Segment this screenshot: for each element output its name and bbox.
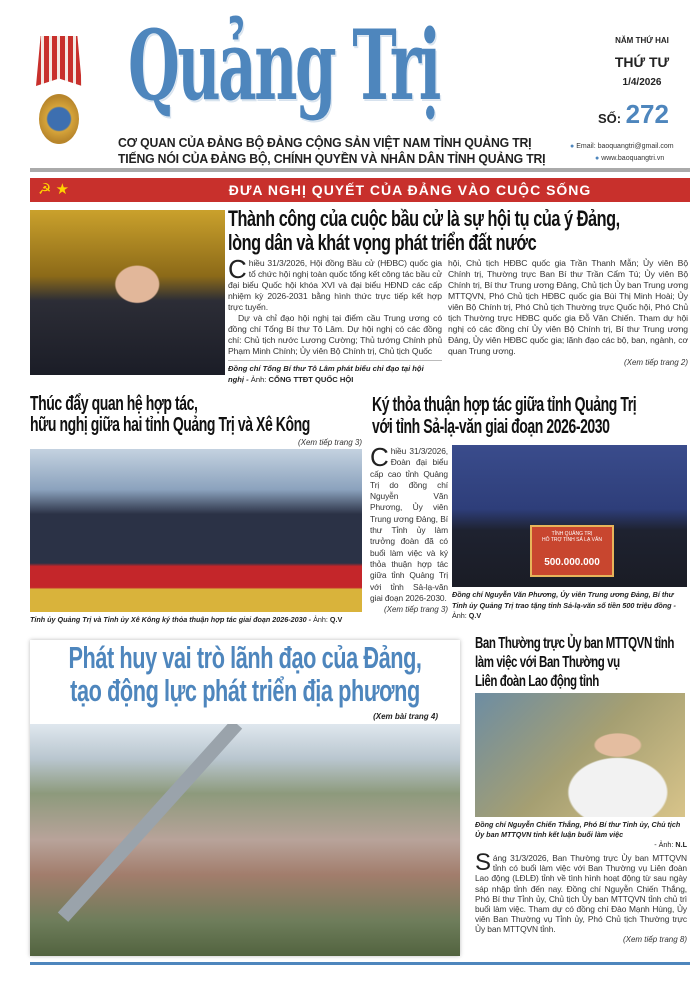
road <box>58 724 242 922</box>
masthead-divider <box>30 168 690 172</box>
photo-credit: Q.V <box>329 615 343 624</box>
board-amount: 500.000.000 <box>544 557 600 568</box>
board-line2: HỖ TRỢ TỈNH SẢ LẠ VĂN <box>542 537 602 543</box>
article3-headline-line1[interactable]: Ký thỏa thuận hợp tác giữa tỉnh Quảng Trị <box>372 394 637 416</box>
photo-credit: N.L <box>675 840 687 849</box>
article2-headline-line2[interactable]: hữu nghị giữa hai tỉnh Quảng Trị và Xê Kông <box>30 414 310 436</box>
article5-text-wrap <box>475 820 687 945</box>
email-text[interactable]: Email: baoquangtri@gmail.com <box>576 143 674 150</box>
masthead-tagline-1: CƠ QUAN CỦA ĐẢNG BỘ ĐẢNG CỘNG SẢN VIỆT NAM TỈNH QUẢNG TRỊ <box>118 135 532 150</box>
article3-body-wrap <box>370 442 448 615</box>
article3-text: hiều 31/3/2026, Đoàn đại biểu cấp cao tỉnh Quảng Trị do đồng chí Nguyễn Văn Phương, Ủy viên Trung ương Đảng, Bí thư Tỉnh ủy làm trưởng đoàn đã có buổi làm việc và ký thỏa thuận hợp tác giữa tỉnh Quảng Trị với tỉnh Sả-lạ-văn giai đoạn 2026-2030. <box>370 446 448 603</box>
banner-text: ĐƯA NGHỊ QUYẾT CỦA ĐẢNG VÀO CUỘC SỐNG <box>228 182 592 198</box>
photo-signing-xe-kong <box>30 449 362 612</box>
contact-website[interactable]: ● www.baoquangtri.vn <box>595 155 665 162</box>
issue-number <box>598 99 669 130</box>
article1-col1 <box>228 254 442 357</box>
section-banner <box>30 178 690 202</box>
credit-label: Ảnh: <box>250 374 267 384</box>
photo-credit: Q.V <box>468 611 482 620</box>
newspaper-logo: Quảng Trị <box>128 9 439 122</box>
article5-caption <box>475 820 687 850</box>
article1-text1: hiều 31/3/2026, Hội đồng Bầu cử (HĐBC) quốc gia tổ chức hội nghị toàn quốc tổng kết công tác bầu cử đại biểu Quốc hội khóa XVI và đại biểu HĐND các cấp nhiệm kỳ 2026-2031 bằng hình thức trực tiếp kết hợp trực tuyến. <box>228 258 442 312</box>
caption-text: Đồng chí Nguyễn Văn Phương, Ủy viên Trung ương Đảng, Bí thư Tỉnh ủy Quảng Trị trao tặng tỉnh Sả-lạ-văn số tiền 500 triệu đồng - <box>452 590 676 610</box>
article3-headline[interactable] <box>372 394 636 438</box>
credit-label: Ảnh: <box>452 611 467 620</box>
issue-value: 272 <box>625 99 669 129</box>
photo-nguyen-chien-thang <box>475 693 685 817</box>
article3-continue-link[interactable]: (Xem tiếp trang 3) <box>383 605 448 615</box>
article1-text2: Dự và chỉ đạo hội nghị tại điểm cầu Trung ương có đồng chí Tổng Bí thư Tô Lâm. Dự hội nghị có các đồng chí: Chủ tịch nước Lương Cường; Thủ tướng Chính phủ Phạm Minh Chính; Ủy viên Bộ Chính trị, Chủ tịch Quốc <box>228 313 442 356</box>
article1-continue-link[interactable]: (Xem tiếp trang 2) <box>623 358 688 367</box>
footer-divider <box>30 962 690 965</box>
caption-text: Đồng chí Nguyễn Chiến Thắng, Phó Bí thư Tỉnh ủy, Chủ tịch Ủy ban MTTQVN tỉnh kết luận buổi làm việc <box>475 820 681 839</box>
article4-headline[interactable] <box>35 641 455 707</box>
article1-col2: hội, Chủ tịch HĐBC quốc gia Trần Thanh Mẫn; Ủy viên Bộ Chính trị, Thường trực Ban Bí thư Trần Cẩm Tú; Ủy viên Bộ Chính trị, Bí thư Trung ương Đảng, Chủ tịch Ủy ban Trung ương MTTQVN, Phó Chủ tịch HĐBC quốc gia Bùi Thị Minh Hoài; Ủy viên Bộ Chính trị, Phó Chủ tịch Thường trực Quốc hội, Phó Chủ tịch Thường trực HĐBC quốc gia Đỗ Văn Chiến. Tham dự hội nghị có các đồng chí Ủy viên Bộ Chính trị, Bí thư Trung ương Đảng, Ủy viên HĐBC quốc gia; lãnh đạo các bộ, ban, ngành, cơ quan Trung ương. <box>448 258 688 356</box>
issue-date: 1/4/2026 <box>622 77 662 88</box>
credit-label: Ảnh: <box>313 615 328 624</box>
article5-text: áng 31/3/2026, Ban Thường trực Ủy ban MTTQVN tỉnh có buổi làm việc với Ban Thường vụ Liên đoàn Lao động (LĐLĐ) tỉnh về tình hình hoạt động từ sau ngày sáp nhập tỉnh đến nay. Đồng chí Nguyễn Chiến Thắng, Phó Bí thư Tỉnh ủy, Chủ tịch Ủy ban MTTQVN tỉnh chủ trì buổi làm việc. Tham dự có đồng chí Đào Mạnh Hùng, Ủy viên Ban Thường vụ Tỉnh ủy, Phó Chủ tịch Thường trực Ủy ban MTTQVN tỉnh. <box>475 853 687 935</box>
photo-gift-handover <box>452 445 687 587</box>
article5-headline-line3[interactable]: Liên đoàn Lao động tỉnh <box>475 673 599 690</box>
drop-cap: S <box>475 849 491 876</box>
article1-headline-line1[interactable]: Thành công của cuộc bầu cử là sự hội tụ của ý Đảng, <box>228 206 620 231</box>
article4-continue-link[interactable]: (Xem bài trang 4) <box>373 712 438 721</box>
article1-headline[interactable] <box>228 207 620 255</box>
photo-to-lam-speech <box>30 210 225 375</box>
article5-continue-link[interactable]: (Xem tiếp trang 8) <box>622 934 687 944</box>
article4-headline-line2[interactable]: tạo động lực phát triển địa phương <box>70 673 420 708</box>
donation-board <box>530 525 614 577</box>
drop-cap: C <box>228 254 247 284</box>
article4-headline-line1[interactable]: Phát huy vai trò lãnh đạo của Đảng, <box>68 640 422 675</box>
medal-emblem <box>36 36 82 166</box>
photo-credit: CỔNG TTĐT QUỐC HỘI <box>268 374 354 384</box>
article2-headline[interactable] <box>30 394 310 436</box>
article1-col2-wrap <box>448 258 688 368</box>
publication-year: NĂM THỨ HAI <box>615 36 669 45</box>
article5-headline-line2[interactable]: làm việc với Ban Thường vụ <box>475 654 620 671</box>
caption-text: Tỉnh ủy Quảng Trị và Tỉnh ủy Xê Kông ký thỏa thuận hợp tác giai đoạn 2026-2030 - <box>30 615 312 624</box>
caption-divider <box>228 360 442 361</box>
hammer-sickle-star-icon: ☭ ★ <box>38 181 70 198</box>
article2-headline-line1[interactable]: Thúc đẩy quan hệ hợp tác, <box>30 393 198 415</box>
article2-continue-link[interactable]: (Xem tiếp trang 3) <box>297 438 362 447</box>
article1-col1-wrap <box>228 254 442 385</box>
issue-label: SỐ: <box>598 111 622 126</box>
weekday: THỨ TƯ <box>614 54 670 70</box>
caption-text: Đồng chí Tổng Bí thư Tô Lâm phát biểu chỉ đạo tại hội nghị - <box>228 364 424 384</box>
board-line1: TỈNH QUẢNG TRỊ <box>551 531 593 537</box>
contact-email[interactable]: ● Email: baoquangtri@gmail.com <box>570 143 674 150</box>
drop-cap: C <box>370 442 389 472</box>
article3-headline-line2[interactable]: với tỉnh Sả-lạ-văn giai đoạn 2026-2030 <box>372 416 610 438</box>
website-text[interactable]: www.baoquangtri.vn <box>601 155 665 162</box>
article2-caption <box>30 615 362 626</box>
article5-headline[interactable] <box>475 634 674 691</box>
article1-caption <box>228 364 433 385</box>
article3-caption <box>452 590 688 622</box>
article5-body <box>475 849 687 935</box>
masthead-tagline-2: TIẾNG NÓI CỦA ĐẢNG BỘ, CHÍNH QUYỀN VÀ NHÂN DÂN TỈNH QUẢNG TRỊ <box>118 151 546 166</box>
article1-headline-line2[interactable]: lòng dân và khát vọng phát triển đất nước <box>228 230 537 255</box>
article3-body <box>370 442 448 604</box>
credit-label: - Ảnh: <box>654 840 674 849</box>
photo-aerial-town <box>30 724 460 956</box>
article5-headline-line1[interactable]: Ban Thường trực Ủy ban MTTQVN tỉnh <box>475 635 674 652</box>
